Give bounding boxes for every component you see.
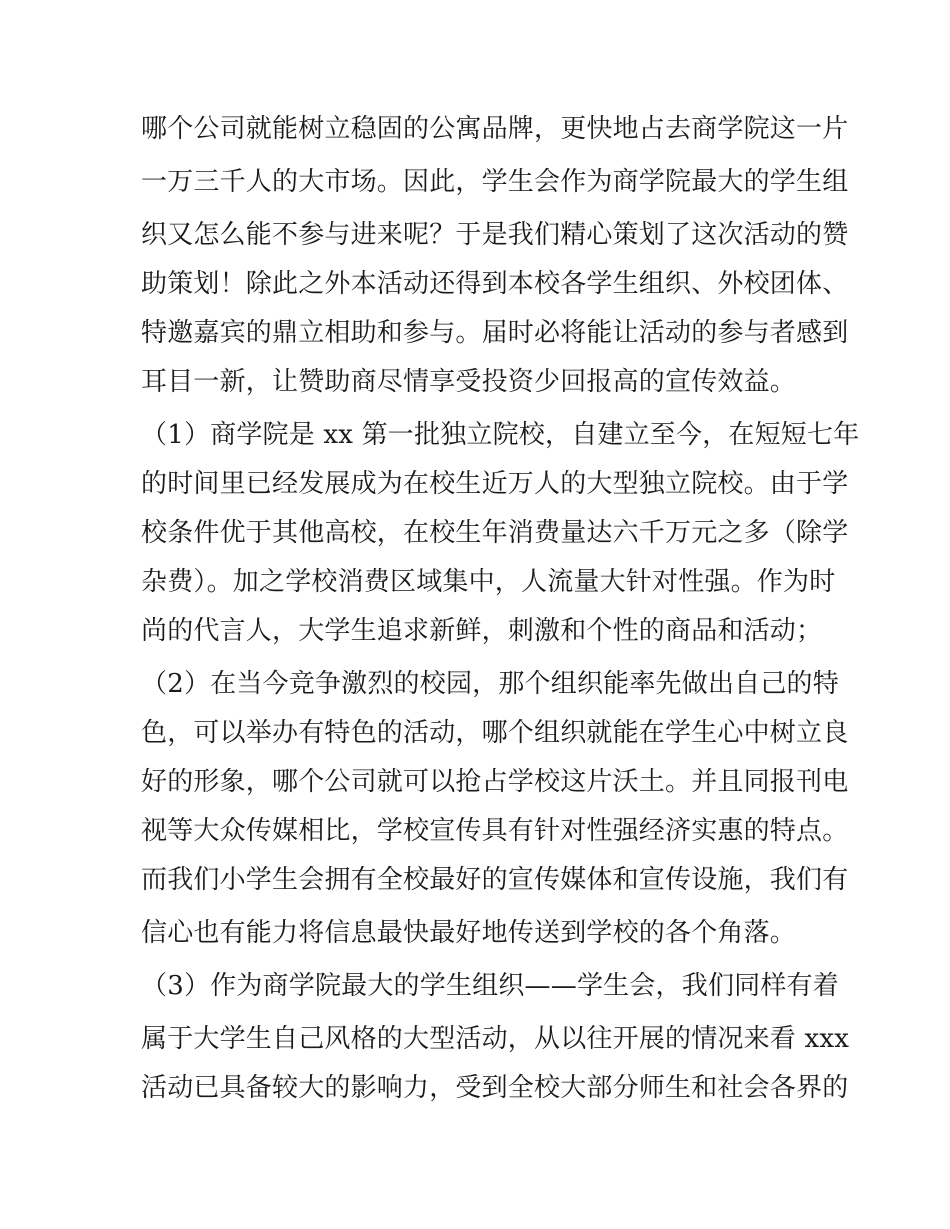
text-line: （2）在当今竞争激烈的校园，那个组织能率先做出自己的特 (141, 669, 839, 699)
text-line: 尚的代言人，大学生追求新鲜，刺激和个性的商品和活动； (141, 616, 823, 646)
text-line: 特邀嘉宾的鼎立相助和参与。届时必将能让活动的参与者感到 (141, 318, 849, 348)
text-line: 哪个公司就能树立稳固的公寓品牌，更快地占去商学院这一片 (141, 114, 849, 144)
text-line: 的时间里已经发展成为在校生近万人的大型独立院校。由于学 (141, 469, 849, 499)
text-line: 一万三千人的大市场。因此，学生会作为商学院最大的学生组 (141, 167, 849, 197)
text-line: 助策划！除此之外本活动还得到本校各学生组织、外校团体、 (141, 269, 849, 299)
text-line: （3）作为商学院最大的学生组织——学生会，我们同样有着 (141, 971, 839, 1001)
text-line: 耳目一新，让赞助商尽情享受投资少回报高的宣传效益。 (141, 367, 797, 397)
text-line: 好的形象，哪个公司就可以抢占学校这片沃土。并且同报刊电 (141, 767, 849, 797)
text-line: 属于大学生自己风格的大型活动，从以往开展的情况来看 xxx (141, 1024, 850, 1054)
text-line: 织又怎么能不参与进来呢？于是我们精心策划了这次活动的赞 (141, 220, 849, 250)
text-line: 色，可以举办有特色的活动，哪个组织就能在学生心中树立良 (141, 718, 849, 748)
text-line: 杂费）。加之学校消费区域集中，人流量大针对性强。作为时 (141, 567, 836, 597)
text-line: 校条件优于其他高校，在校生年消费量达六千万元之多（除学 (141, 518, 849, 548)
text-line: （1）商学院是 xx 第一批独立院校，自建立至今，在短短七年 (141, 420, 860, 450)
text-line: 信心也有能力将信息最快最好地传送到学校的各个角落。 (141, 918, 797, 948)
text-line: 视等大众传媒相比，学校宣传具有针对性强经济实惠的特点。 (141, 816, 849, 846)
text-line: 活动已具备较大的影响力，受到全校大部分师生和社会各界的 (141, 1073, 849, 1103)
text-line: 而我们小学生会拥有全校最好的宣传媒体和宣传设施，我们有 (141, 865, 849, 895)
